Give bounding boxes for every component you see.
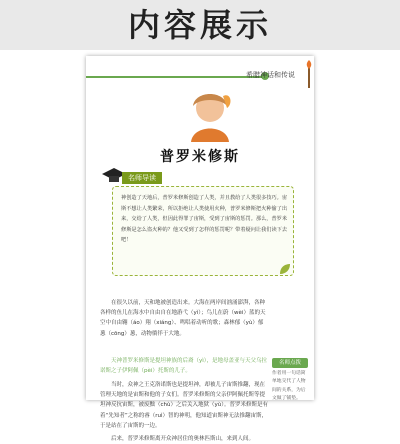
prometheus-illustration (181, 84, 239, 142)
header-rule (86, 76, 266, 78)
page-header: 希腊神话和传说 (246, 71, 295, 79)
intro-box (112, 186, 294, 276)
highlight-paragraph: 天神普罗米修斯是提坦神族的后裔（yì），是地母盖亚与天父乌拉诺斯之子伊阿佩（pèi）托斯的儿子。 (100, 358, 268, 375)
leaf-icon (278, 262, 292, 276)
torch-icon (304, 58, 314, 88)
title-banner (0, 0, 400, 50)
paragraph-3: 当时，众神之王克洛诺斯也是提坦神，却被儿子宙斯推翻，现在管理天地的是宙斯和他的子女们。普罗米修斯的父亲伊阿佩托斯等提坦神反抗宙斯，被废黜（chù）之后关入地狱（yù）。普罗米修斯是有着“先知者”之称的睿（ruì）智的神明，他知道宙斯神无法推翻宙斯，于是站在了宙斯的一边。 (100, 382, 268, 429)
paragraph-4: 后来，普罗米修斯离开众神居住的奥林匹斯山，来到人间。 (111, 436, 255, 442)
note-label: 名师点拨 (272, 358, 308, 368)
intro-label: 名师导读 (122, 172, 162, 184)
book-page (86, 56, 314, 442)
intro-text: 神创造了天地后，普罗米修斯创造了人类，并且教给了人类很多技巧。宙斯不想让人类繁荣，所以拒绝让人类使用火种，普罗米修斯把火种偷了出来，交给了人类，但因此得罪了宙斯，受到了宙斯的惩罚。那么，普罗米修斯是怎么盗火种的？他又受到了怎样的惩罚呢？带着疑问让我们读下去吧！ (121, 195, 288, 243)
story-title: 普罗米修斯 (160, 149, 240, 165)
note-text: 作者用一句话简单地交代了人物间的关系，为后文做了铺垫。 (272, 371, 306, 402)
banner-title: 内容展示 (127, 6, 272, 44)
paragraph-1: 在很久以前，天和地被创造出来。大海在两岸间汹涌澎湃，各种各样的鱼儿在海水中自由自在地游弋（yì）；鸟儿在蔚（wèi）蓝的天空中自由翱（áo）翔（xiáng）、鸣唱着动听的歌；森林郁（yù）郁葱（cōng）葱，动物徜徉于大地。 (100, 300, 266, 337)
